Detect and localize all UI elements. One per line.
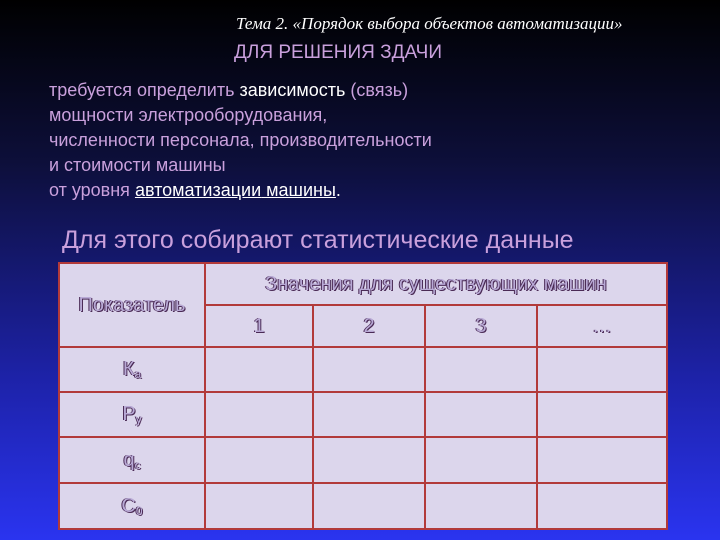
task-description [49, 78, 689, 203]
value-cell [205, 392, 313, 437]
indicator-subscript: у [135, 412, 142, 426]
value-cell [537, 483, 667, 529]
value-cell [425, 483, 537, 529]
text-fragment: требуется определить [49, 80, 240, 100]
text-fragment: от уровня [49, 180, 135, 200]
description-line-2: мощности электрооборудования, [49, 105, 328, 125]
column-number: … [537, 305, 667, 347]
topic-title: Тема 2. «Порядок выбора объектов автоматизации» [236, 14, 623, 33]
table-header-row [59, 263, 667, 305]
value-cell [205, 483, 313, 529]
indicator-cell [59, 392, 205, 437]
description-line-1 [49, 78, 689, 103]
statistics-table [58, 262, 668, 530]
table-row [59, 437, 667, 483]
indicator-symbol: q [123, 448, 135, 471]
column-number: 2 [313, 305, 425, 347]
description-line-3: численности персонала, производительности [49, 130, 432, 150]
task-heading: ДЛЯ РЕШЕНИЯ ЗДАЧИ [234, 42, 442, 63]
indicator-subscript: 0 [135, 503, 143, 518]
highlight-automation: автоматизации [134, 180, 262, 200]
value-cell [313, 437, 425, 483]
text-fragment: . [335, 180, 341, 200]
highlight-dependency: зависимость [239, 80, 346, 100]
value-cell [313, 347, 425, 392]
value-cell [313, 392, 425, 437]
indicator-cell [59, 437, 205, 483]
value-cell [425, 437, 537, 483]
value-cell [537, 437, 667, 483]
indicator-cell [59, 347, 205, 392]
value-cell [425, 392, 537, 437]
indicator-symbol: Р [122, 403, 136, 425]
indicator-cell [59, 483, 205, 529]
table-row [59, 392, 667, 437]
value-cell [537, 347, 667, 392]
column-number: 3 [425, 305, 537, 347]
column-number: 1 [205, 305, 313, 347]
statistics-subtitle: Для этого собирают статистические данные [62, 226, 574, 254]
header-indicator: Показатель [59, 263, 205, 347]
table-row [59, 347, 667, 392]
highlight-machine: машины [261, 180, 336, 200]
value-cell [537, 392, 667, 437]
indicator-symbol: С [121, 494, 136, 517]
indicator-subscript: с [134, 457, 141, 472]
header-values: Значения для существующих машин [205, 263, 667, 305]
table-row [59, 483, 667, 529]
description-line-5 [49, 178, 689, 203]
indicator-symbol: К [122, 358, 135, 380]
text-fragment: (связь) [345, 80, 409, 100]
indicator-subscript: а [134, 367, 142, 381]
value-cell [425, 347, 537, 392]
value-cell [205, 347, 313, 392]
value-cell [205, 437, 313, 483]
description-line-4: и стоимости машины [49, 155, 226, 175]
value-cell [313, 483, 425, 529]
